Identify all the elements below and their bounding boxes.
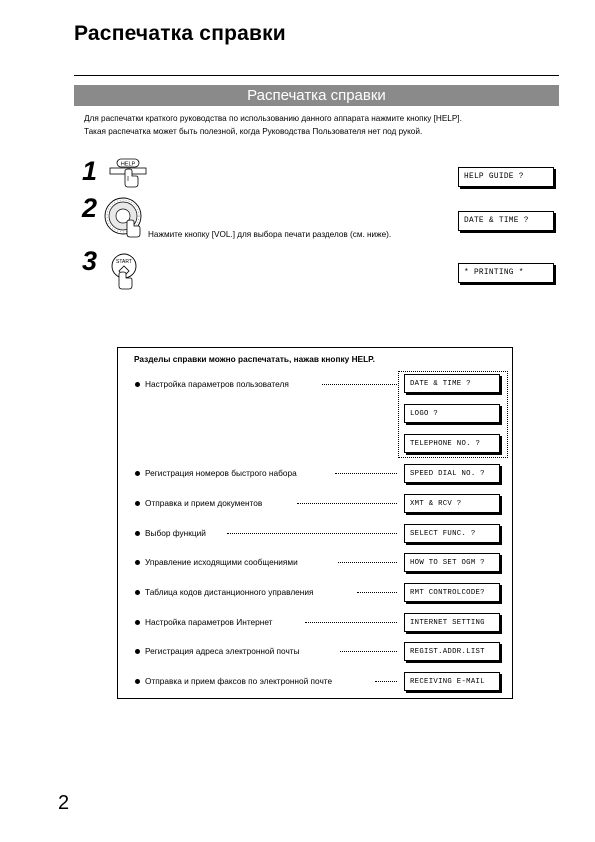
menu-item-display: TELEPHONE NO. ? — [404, 434, 500, 453]
leader-dots — [357, 592, 397, 593]
vol-dial-icon — [103, 196, 147, 240]
leader-dots — [335, 473, 397, 474]
menu-item-label: Отправка и прием документов — [145, 498, 263, 508]
bullet-icon — [135, 560, 140, 565]
menu-item — [135, 527, 400, 539]
menu-item-label: Регистрация адреса электронной почты — [145, 646, 300, 656]
page-number: 2 — [58, 792, 70, 814]
step-1-display: HELP GUIDE ? — [458, 167, 554, 187]
menu-item-display: RECEIVING E-MAIL — [404, 672, 500, 691]
title-rule — [74, 75, 559, 76]
bullet-icon — [135, 679, 140, 684]
help-key-label: HELP — [120, 161, 136, 168]
help-button-press-icon — [108, 157, 150, 189]
leader-dots — [227, 533, 397, 534]
leader-dots — [340, 651, 397, 652]
leader-dots — [338, 562, 397, 563]
menu-item-label: Отправка и прием факсов по электронной почте — [145, 676, 333, 686]
menu-item-display: DATE & TIME ? — [404, 374, 500, 393]
section-banner: Распечатка справки — [74, 85, 559, 106]
help-menu-heading: Разделы справки можно распечатать, нажав кнопку HELP. — [134, 354, 375, 364]
menu-item — [135, 467, 400, 479]
leader-dots — [322, 384, 397, 385]
menu-item — [135, 497, 400, 509]
bullet-icon — [135, 531, 140, 536]
intro-text — [84, 113, 564, 138]
menu-item-display: XMT & RCV ? — [404, 494, 500, 513]
step-2-note: Нажмите кнопку [VOL.] для выбора печати разделов (см. ниже). — [148, 230, 392, 239]
leader-dots — [375, 681, 397, 682]
menu-item-label: Настройка параметров пользователя — [145, 379, 289, 389]
menu-item-display: HOW TO SET OGM ? — [404, 553, 500, 572]
menu-item-display: SPEED DIAL NO. ? — [404, 464, 500, 483]
menu-item — [135, 675, 400, 687]
bullet-icon — [135, 501, 140, 506]
bullet-icon — [135, 471, 140, 476]
bullet-icon — [135, 590, 140, 595]
menu-item-display: RMT CONTROLCODE? — [404, 583, 500, 602]
menu-item-label: Настройка параметров Интернет — [145, 617, 273, 627]
start-key-label: START — [116, 259, 132, 265]
menu-item — [135, 645, 400, 657]
menu-item-label: Таблица кодов дистанционного управления — [145, 587, 314, 597]
menu-item — [135, 586, 400, 598]
step-3-display: * PRINTING * — [458, 263, 554, 283]
menu-item-label: Управление исходящими сообщениями — [145, 557, 298, 567]
menu-item-display: LOGO ? — [404, 404, 500, 423]
menu-item-display: INTERNET SETTING — [404, 613, 500, 632]
menu-item-label: Выбор функций — [145, 528, 206, 538]
menu-item — [135, 556, 400, 568]
step-2-display: DATE & TIME ? — [458, 211, 554, 231]
menu-item — [135, 616, 400, 628]
leader-dots — [297, 503, 397, 504]
step-1-number: 1 — [82, 156, 98, 186]
intro-line-2: Такая распечатка может быть полезной, когда Руководства Пользователя нет под рукой. — [84, 126, 423, 136]
bullet-icon — [135, 649, 140, 654]
leader-dots — [305, 622, 397, 623]
bullet-icon — [135, 382, 140, 387]
menu-item-display: REGIST.ADDR.LIST — [404, 642, 500, 661]
menu-item-display: SELECT FUNC. ? — [404, 524, 500, 543]
bullet-icon — [135, 620, 140, 625]
start-button-press-icon — [110, 252, 144, 292]
intro-line-1: Для распечатки краткого руководства по использованию данного аппарата нажмите кнопку [HELP]. — [84, 114, 462, 123]
page-title: Распечатка справки — [74, 22, 286, 45]
step-3-number: 3 — [82, 246, 98, 276]
menu-item-label: Регистрация номеров быстрого набора — [145, 468, 297, 478]
menu-item — [135, 378, 400, 390]
step-2-number: 2 — [82, 193, 98, 223]
